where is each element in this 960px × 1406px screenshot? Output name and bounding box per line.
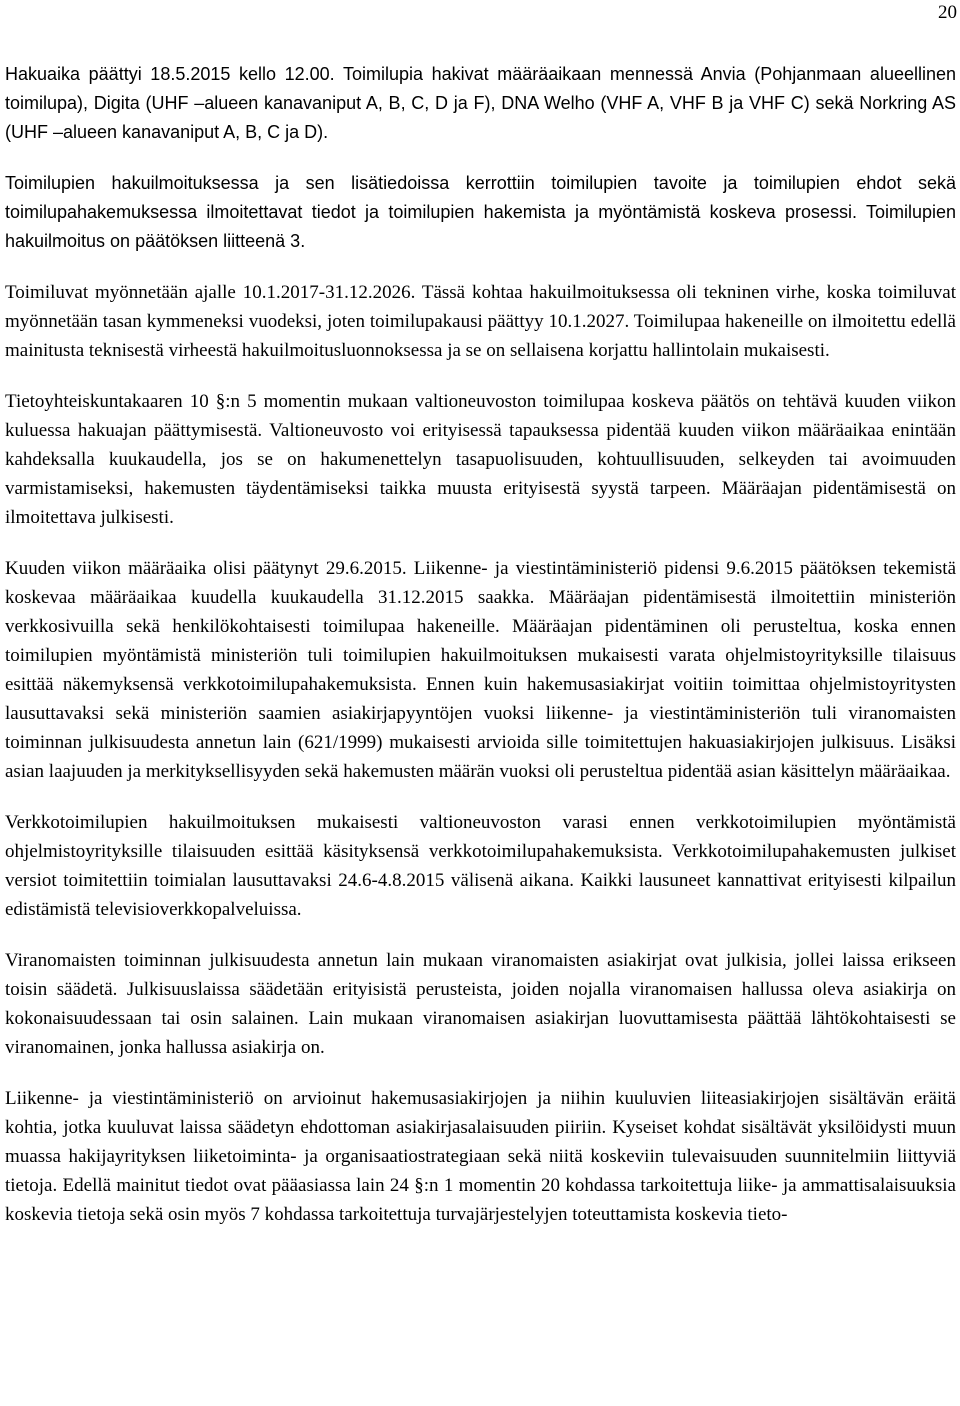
paragraph-confidentiality-assessment: Liikenne- ja viestintäministeriö on arvioinut hakemusasiakirjojen ja niihin kuuluvien liiteasiakirjojen sisältävän eräitä kohtia, jotka kuuluvat laissa säädetyn ehdottoman asiakirjasalaisuuden piiriin. Kyseiset kohdat sisältävät yksilöidysti muun muassa hakijayrityksen liiketoiminta- ja organisaatiostrategiaan sekä niitä koskeviin tulevaisuuden suunnitelmiin liittyviä tietoja. Edellä mainitut tiedot ovat pääasiassa lain 24 §:n 1 momentin 20 kohdassa tarkoitettuja liike- ja ammattisalaisuuksia koskevia tietoja sekä osin myös 7 kohdassa tarkoitettuja turvajärjestelyjen toteuttamista koskevia tieto- [5,1088,956,1225]
paragraph-publicity-act: Viranomaisten toiminnan julkisuudesta annetun lain mukaan viranomaisten asiakirjat ovat julkisia, jollei laissa erikseen toisin säädetä. Julkisuuslaissa säädetään erityisistä perusteista, joiden nojalla viranomaisen hallussa oleva asiakirja on kokonaisuudessaan tai osin salainen. Lain mukaan viranomaisen asiakirjan luovuttamisesta päättää lähtökohtaisesti se viranomainen, jonka hallussa asiakirja on. [5,950,956,1058]
paragraph-consultation: Verkkotoimilupien hakuilmoituksen mukaisesti valtioneuvoston varasi ennen verkkotoimilupien myöntämistä ohjelmistoyrityksille tilaisuuden esittää käsityksensä verkkotoimilupahakemuksista. Verkkotoimilupahakemusten julkiset versiot toimitettiin toimialan lausuttavaksi 24.6-4.8.2015 välisenä aikana. Kaikki lausuneet kannattivat erityisesti kilpailun edistämistä televisioverkkopalveluissa. [5,812,956,920]
paragraph-application-deadline: Hakuaika päättyi 18.5.2015 kello 12.00. Toimilupia hakivat määräaikaan mennessä Anvia (Pohjanmaan alueellinen toimilupa), Digita (UHF –alueen kanavaniput A, B, C, D ja F), DNA Welho (VHF A, VHF B ja VHF C) sekä Norkring AS (UHF –alueen kanavaniput A, B, C ja D). [5,64,956,142]
document-body [5,60,956,1251]
page-number: 20 [938,2,957,23]
paragraph-decision-deadline-law: Tietoyhteiskuntakaaren 10 §:n 5 momentin mukaan valtioneuvoston toimilupaa koskeva päätös on tehtävä kuuden viikon kuluessa hakuajan päättymisestä. Valtioneuvosto voi erityisessä tapauksessa pidentää kuuden viikon määräaikaa enintään kahdeksalla kuukaudella, jos se on hakumenettelyn tasapuolisuuden, kohtuullisuuden, selkeyden tai avoimuuden varmistamiseksi, hakemusten täydentämiseksi taikka muusta erityisestä syystä tarpeen. Määräajan pidentämisestä on ilmoitettava julkisesti. [5,391,956,528]
paragraph-application-notice: Toimilupien hakuilmoituksessa ja sen lisätiedoissa kerrottiin toimilupien tavoite ja toimilupien ehdot sekä toimilupahakemuksessa ilmoitettavat tiedot ja toimilupien hakemista ja myöntämistä koskeva prosessi. Toimilupien hakuilmoitus on päätöksen liitteenä 3. [5,173,956,251]
paragraph-deadline-extension: Kuuden viikon määräaika olisi päätynyt 29.6.2015. Liikenne- ja viestintäministeriö pidensi 9.6.2015 päätöksen tekemistä koskevaa määräaikaa kuudella kuukaudella 31.12.2015 saakka. Määräajan pidentämisestä ilmoitettiin ministeriön verkkosivuilla sekä henkilökohtaisesti toimilupaa hakeneille. Määräajan pidentäminen oli perusteltua, koska ennen toimilupien myöntämistä ministeriön tuli toimilupien hakuilmoituksen mukaisesti varata ohjelmistoyrityksille tilaisuus esittää näkemyksensä verkkotoimilupahakemuksista. Ennen kuin hakemusasiakirjat voitiin toimittaa ohjelmistoyritysten lausuttavaksi sekä ministeriön saamien asiakirjapyyntöjen vuoksi liikenne- ja viestintäministeriön tuli viranomaisten toiminnan julkisuudesta annetun lain (621/1999) mukaisesti arvioida sille toimitettujen hakuasiakirjojen julkisuus. Lisäksi asian laajuuden ja merkityksellisyyden sekä hakemusten määrän vuoksi oli perusteltua pidentää asian käsittelyn määräaikaa. [5,558,956,782]
paragraph-licence-period: Toimiluvat myönnetään ajalle 10.1.2017-31.12.2026. Tässä kohtaa hakuilmoituksessa oli tekninen virhe, koska toimiluvat myönnetään tasan kymmeneksi vuodeksi, joten toimilupakausi päättyy 10.1.2027. Toimilupaa hakeneille on ilmoitettu edellä mainitusta teknisestä virheestä hakuilmoitusluonnoksessa ja se on sellaisena korjattu hallintolain mukaisesti. [5,282,956,361]
